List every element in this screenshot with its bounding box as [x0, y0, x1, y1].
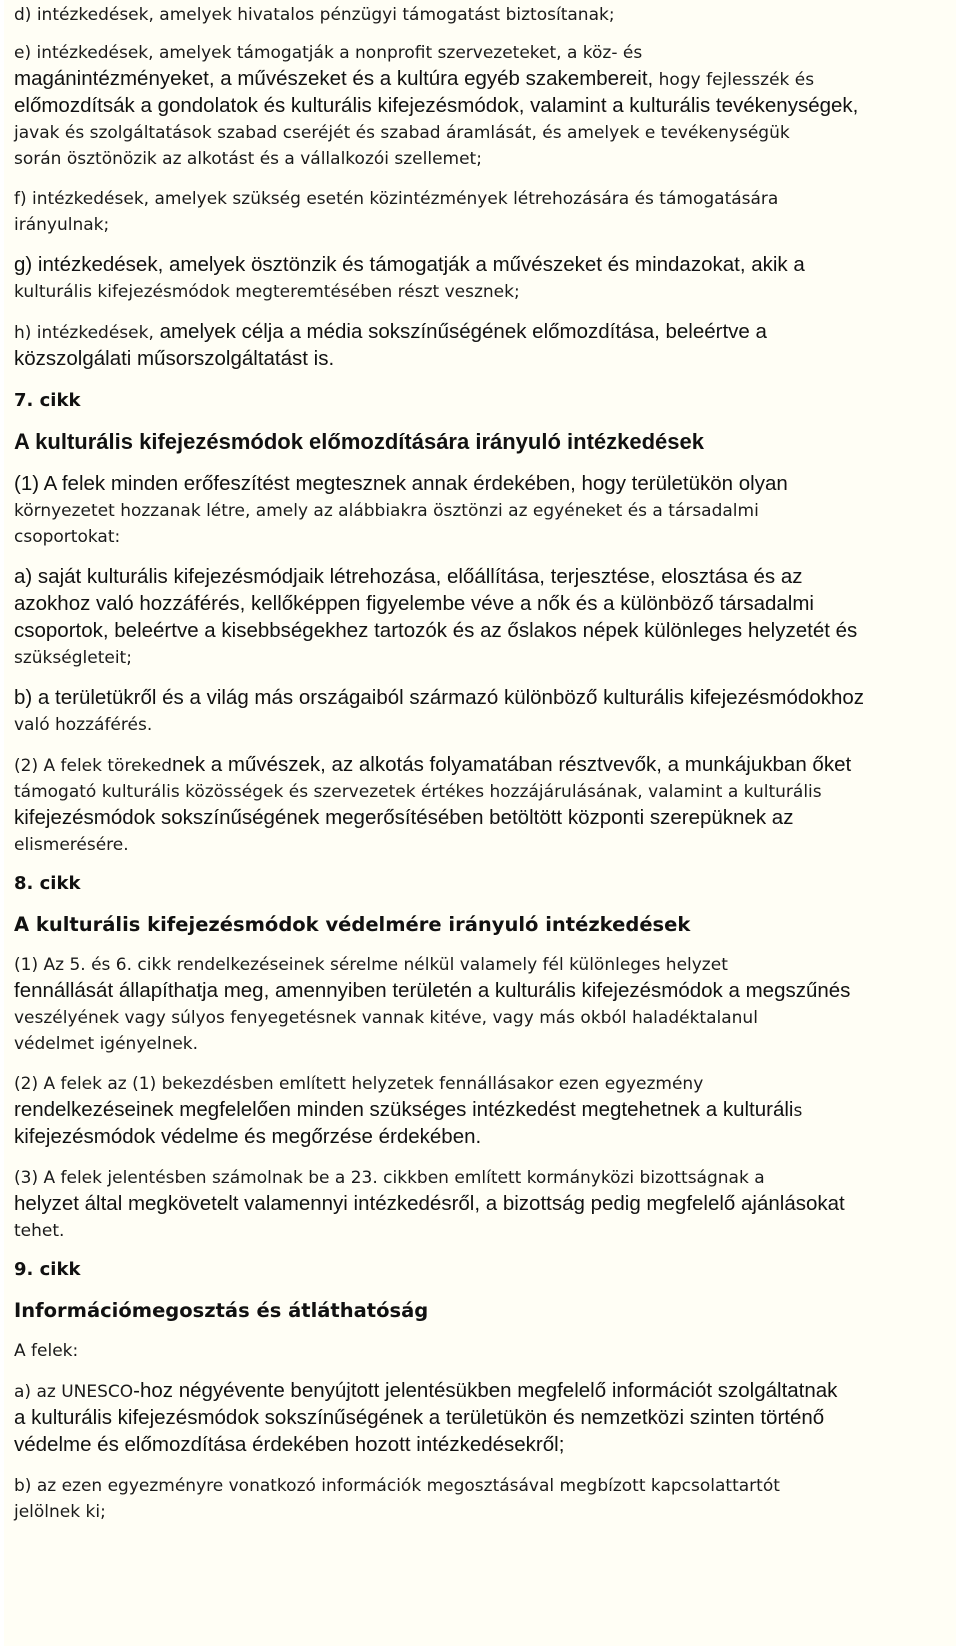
- text-line: s: [793, 1101, 803, 1121]
- document-body: [4, 0, 956, 1646]
- text-line: védelmet igényelnek.: [14, 1034, 199, 1054]
- text-line: d) intézkedések, amelyek hivatalos pénzügyi támogatást biztosítanak;: [14, 5, 615, 25]
- text-line: közszolgálati műsorszolgáltatást is.: [14, 347, 335, 370]
- text-line: irányulnak;: [14, 215, 110, 235]
- text-line: f) intézkedések, amelyek szükség esetén közintézmények létrehozására és támogatására: [14, 189, 779, 209]
- text-line: előmozdítsák a gondolatok és kulturális kifejezésmódok, valamint a kulturális tevékenységek,: [14, 94, 859, 117]
- text-line: jelölnek ki;: [14, 1502, 106, 1522]
- text-line: hogy fejlesszék és: [653, 70, 815, 90]
- paragraph-f: [14, 186, 946, 238]
- article-9-point-a: [14, 1378, 946, 1459]
- text-line: (3) A felek jelentésben számolnak be a 23. cikkben említett kormányközi bizottságnak a: [14, 1168, 765, 1188]
- paragraph-h: [14, 319, 946, 373]
- text-line: -hoz négyévente benyújtott jelentésükben megfelelő információt szolgáltatnak: [133, 1379, 838, 1402]
- text-line: magánintézményeket, a művészeket és a kultúra egyéb szakembereit,: [14, 67, 654, 90]
- text-line: a) az UNESCO: [14, 1382, 134, 1402]
- article-9-title: Információmegosztás és átláthatóság: [14, 1299, 429, 1322]
- text-line: javak és szolgáltatások szabad cseréjét és szabad áramlását, és amelyek e tevékenységük: [14, 123, 790, 143]
- article-9-point-b: [14, 1473, 946, 1525]
- text-line: során ösztönözik az alkotást és a vállalkozói szellemet;: [14, 149, 482, 169]
- text-line: h) intézkedések,: [14, 323, 154, 343]
- text-line: a kulturális kifejezésmódok sokszínűségének a területükön és nemzetközi szinten történő: [14, 1406, 825, 1429]
- article-8-number: 8. cikk: [14, 873, 81, 894]
- text-line: veszélyének vagy súlyos fenyegetésnek vannak kitéve, vagy más okból haladéktalanul: [14, 1008, 758, 1028]
- text-line: nek a művészek, az alkotás folyamatában résztvevők, a munkájukban őket: [172, 753, 852, 776]
- article-8-title: A kulturális kifejezésmódok védelmére irányuló intézkedések: [14, 913, 691, 936]
- article-7-title: A kulturális kifejezésmódok előmozdítására irányuló intézkedések: [14, 429, 704, 454]
- text-line: védelme és előmozdítása érdekében hozott intézkedésekről;: [14, 1433, 565, 1456]
- text-line: b) az ezen egyezményre vonatkozó információk megosztásával megbízott kapcsolattartót: [14, 1476, 780, 1496]
- text-line: azokhoz való hozzáférés, kellőképpen figyelembe véve a nők és a különböző társadalmi: [14, 592, 814, 615]
- article-8-paragraph-2: [14, 1071, 946, 1151]
- text-line: tehet.: [14, 1221, 65, 1241]
- text-line: környezetet hozzanak létre, amely az alábbiakra ösztönzi az egyéneket és a társadalmi: [14, 501, 759, 521]
- text-line: amelyek célja a média sokszínűségének előmozdítása, beleértve a: [153, 320, 767, 343]
- article-8-paragraph-1: [14, 952, 946, 1057]
- article-8-paragraph-3: [14, 1165, 946, 1244]
- text-line: fennállását állapíthatja meg, amennyiben területén a kulturális kifejezésmódok a megszűnés: [14, 979, 851, 1002]
- text-line: kulturális kifejezésmódok megteremtésében részt vesznek;: [14, 282, 520, 302]
- article-9-intro: [14, 1338, 946, 1364]
- article-7-point-b: [14, 685, 946, 738]
- text-line: b) a területükről és a világ más országaiból származó különböző kulturális kifejezésmódokhoz: [14, 686, 865, 709]
- text-line: (2) A felek töreked: [14, 756, 173, 776]
- text-line: csoportok, beleértve a kisebbségekhez tartozók és az őslakos népek különleges helyzetét és: [14, 619, 858, 642]
- article-7-point-a: [14, 564, 946, 671]
- text-line: elismerésére.: [14, 835, 129, 855]
- text-line: csoportokat:: [14, 527, 121, 547]
- article-7-paragraph-2: [14, 752, 946, 858]
- text-line: helyzet által megkövetelt valamennyi intézkedésről, a bizottság pedig megfelelő ajánlásokat: [14, 1192, 845, 1215]
- text-line: támogató kulturális közösségek és szervezetek értékes hozzájárulásának, valamint a kulturális: [14, 782, 822, 802]
- paragraph-d: [14, 2, 946, 28]
- paragraph-e: [14, 40, 946, 172]
- article-7-number: 7. cikk: [14, 390, 81, 411]
- text-line: (1) A felek minden erőfeszítést megtesznek annak érdekében, hogy területükön olyan: [14, 472, 788, 495]
- text-line: kifejezésmódok sokszínűségének megerősítésében betöltött központi szerepüknek az: [14, 806, 794, 829]
- text-line: g) intézkedések, amelyek ösztönzik és támogatják a művészeket és mindazokat, akik a: [14, 253, 805, 276]
- article-9-number: 9. cikk: [14, 1259, 81, 1280]
- text-line: szükségleteit;: [14, 648, 132, 668]
- text-line: való hozzáférés.: [14, 715, 153, 735]
- text-line: (2) A felek az (1) bekezdésben említett helyzetek fennállásakor ezen egyezmény: [14, 1074, 704, 1094]
- text-line: (1) Az 5. és 6. cikk rendelkezéseinek sérelme nélkül valamely fél különleges helyzet: [14, 955, 728, 975]
- paragraph-g: [14, 252, 946, 305]
- text-line: kifejezésmódok védelme és megőrzése érdekében.: [14, 1125, 482, 1148]
- text-line: a) saját kulturális kifejezésmódjaik létrehozása, előállítása, terjesztése, elosztása és az: [14, 565, 803, 588]
- text-line: rendelkezéseinek megfelelően minden szükséges intézkedést megtehetnek a kulturáli: [14, 1098, 794, 1121]
- text-line: e) intézkedések, amelyek támogatják a nonprofit szervezeteket, a köz- és: [14, 43, 643, 63]
- text-line: A felek:: [14, 1341, 79, 1361]
- article-7-paragraph-1: [14, 471, 946, 550]
